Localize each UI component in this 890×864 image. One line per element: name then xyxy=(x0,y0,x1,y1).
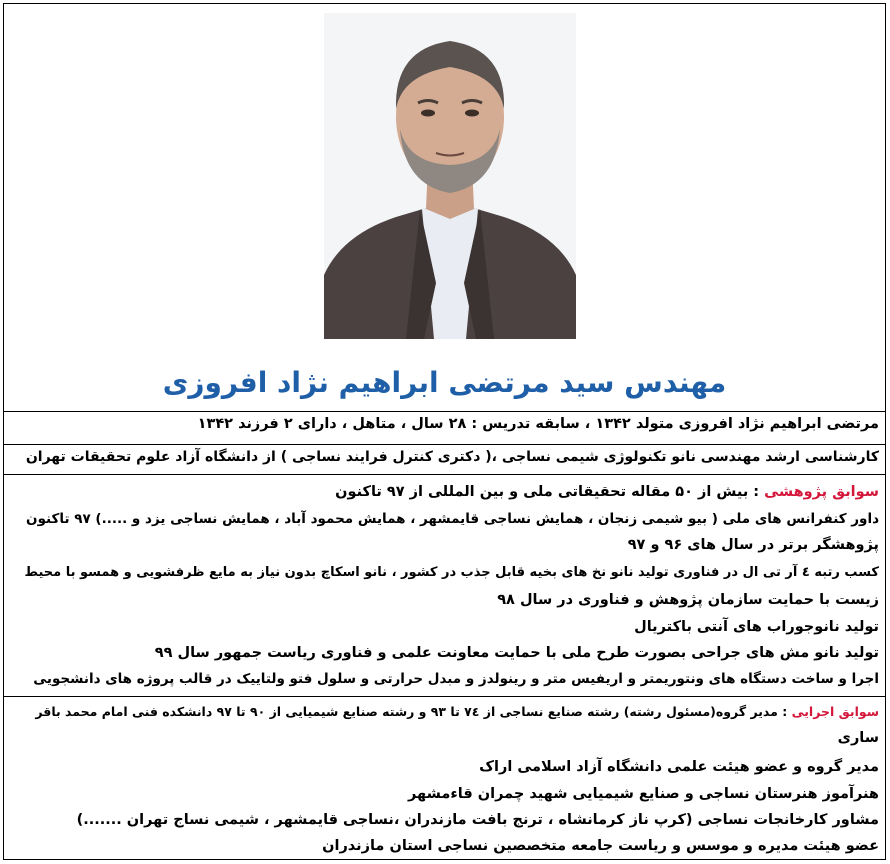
divider xyxy=(4,474,885,475)
divider xyxy=(4,444,885,445)
research-text-1: : بیش از ۵۰ مقاله تحقیقاتی ملی و بین المللی از ۹۷ تاکنون xyxy=(335,484,765,500)
executive-line-2: ساری xyxy=(837,730,879,746)
executive-line-5: مشاور کارخانجات نساجی (کرپ ناز کرمانشاه ، ترنج بافت مازندران ،نساجی قایمشهر ، شیمی نساج تهران .......) xyxy=(76,812,879,828)
research-label: سوابق پژوهشی xyxy=(764,484,879,500)
research-line-8: اجرا و ساخت دستگاه های ونتوریمتر و اریفیس متر و رینولدز و مبدل حرارتی و سلول فتو ولتاییک در قالب پروژه های دانشجویی xyxy=(33,671,879,687)
executive-label: سوابق اجرایی xyxy=(791,704,879,719)
research-line-5: زیست با حمایت سازمان پژوهش و فناوری در سال ۹۸ xyxy=(497,592,879,608)
executive-line-4: هنرآموز هنرستان نساجی و صنایع شیمیایی شهید چمران قاءمشهر xyxy=(408,786,879,802)
research-line-4: کسب رتبه ٤ آر تی ال در فناوری تولید نانو نخ های بخیه قابل جذب در کشور ، نانو اسکاچ بدون نیاز به مایع ظرفشویی و همسو با محیط xyxy=(24,565,879,580)
portrait-photo xyxy=(324,13,576,339)
research-line-2: داور کنفرانس های ملی ( بیو شیمی زنجان ، همایش نساجی قایمشهر ، همایش محمود آباد ، همایش نساجی یزد و .....) ۹۷ تاکنون xyxy=(26,511,879,527)
research-line-1 xyxy=(4,484,885,500)
research-line-3: پژوهشگر برتر در سال های ۹۶ و ۹۷ xyxy=(627,537,879,553)
divider xyxy=(4,696,885,697)
personal-info-row: مرتضی ابراهیم نژاد افروزی متولد ۱۳۴۲ ، سابقه تدریس : ۲۸ سال ، متاهل ، دارای ۲ فرزند ۱۳۴۲ xyxy=(197,416,879,432)
executive-line-1 xyxy=(4,704,885,719)
education-row: کارشناسی ارشد مهندسی نانو تکنولوژی شیمی نساجی ،( دکتری کنترل فرایند نساجی ) از دانشگاه آزاد علوم تحقیقات تهران xyxy=(25,449,879,465)
research-line-6: تولید نانوجوراب های آنتی باکتریال xyxy=(634,619,879,635)
cv-sheet xyxy=(3,3,886,860)
executive-line-3: مدیر گروه و عضو هیئت علمی دانشگاه آزاد اسلامی اراک xyxy=(479,759,879,775)
portrait-illustration xyxy=(324,13,576,339)
research-line-7: تولید نانو مش های جراحی بصورت طرح ملی با حمایت معاونت علمی و فناوری ریاست جمهور سال ۹۹ xyxy=(154,645,879,661)
divider xyxy=(4,411,885,412)
page-title: مهندس سید مرتضی ابراهیم نژاد افروزی xyxy=(162,366,727,399)
executive-line-6: عضو هیئت مدیره و موسس و ریاست جامعه متخصصین نساجی استان مازندران xyxy=(322,838,879,854)
executive-text-1: : مدیر گروه(مسئول رشته) رشته صنایع نساجی از ٧٤ تا ۹۳ و رشته صنایع شیمیایی از ۹۰ تا ۹۷ دانشکده فنی امام محمد باقر xyxy=(35,704,792,719)
